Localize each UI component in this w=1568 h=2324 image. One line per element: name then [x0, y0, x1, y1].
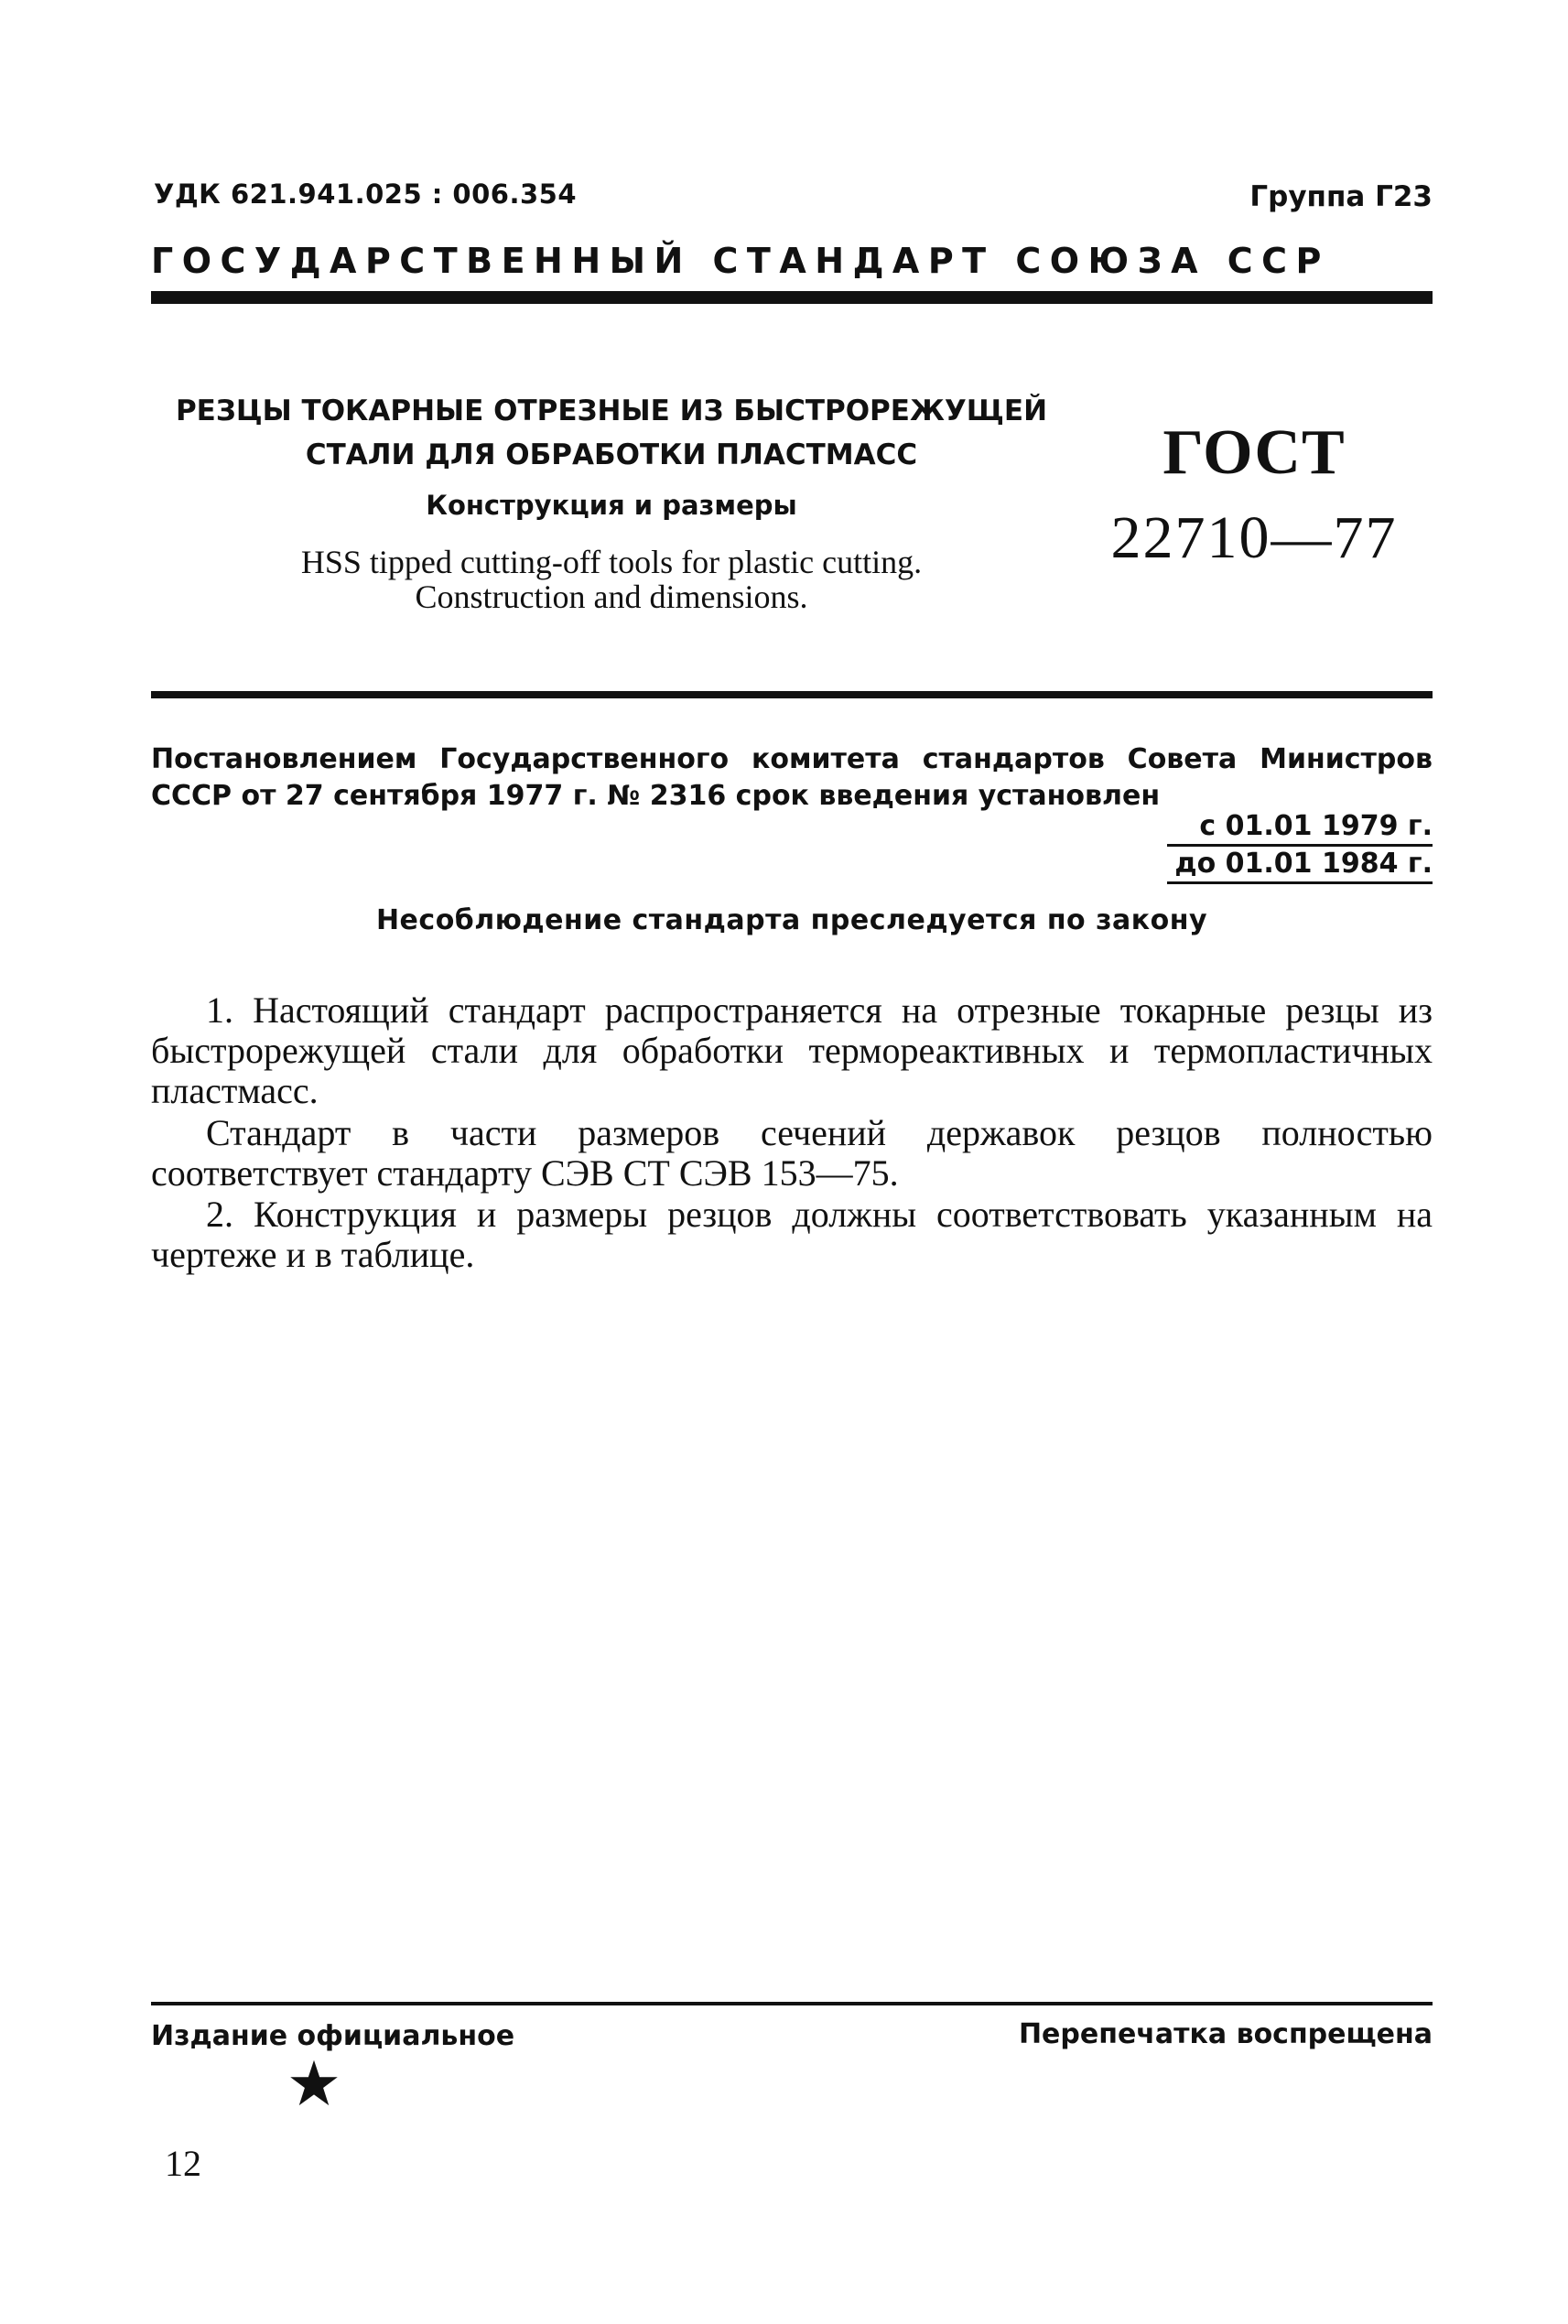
gost-label: ГОСТ	[1162, 417, 1346, 488]
reprint-notice: Перепечатка воспрещена	[1018, 2018, 1433, 2050]
footer-rule	[151, 2002, 1433, 2005]
body-paragraph-2: Стандарт в части размеров сечений державок резцов полностью соответствует стандарту СЭВ СТ СЭВ 153—75.	[151, 1112, 1433, 1194]
page-number: 12	[165, 2143, 201, 2184]
title-rule	[151, 691, 1433, 698]
official-edition-label: Издание официальное	[151, 2020, 515, 2052]
gost-number: 22710—77	[1110, 504, 1398, 571]
document-title-en: HSS tipped cutting-off tools for plastic cutting. Construction and dimensions.	[300, 544, 923, 615]
star-icon	[288, 2058, 340, 2109]
effective-date-from: с 01.01 1979 г.	[1167, 810, 1433, 847]
document-title-ru: РЕЗЦЫ ТОКАРНЫЕ ОТРЕЗНЫЕ ИЗ БЫСТРОРЕЖУЩЕЙ СТАЛИ ДЛЯ ОБРАБОТКИ ПЛАСТМАСС	[175, 395, 1048, 471]
state-standard-heading: ГОСУДАРСТВЕННЫЙ СТАНДАРТ СОЮЗА ССР	[151, 241, 1330, 281]
decree-line-2: СССР от 27 сентября 1977 г. № 2316 срок введения установлен	[151, 780, 1161, 812]
udk-code: УДК 621.941.025 : 006.354	[154, 178, 577, 210]
header-rule	[151, 291, 1433, 304]
body-paragraph-3: 2. Конструкция и размеры резцов должны соответствовать указанным на чертеже и в таблице.	[151, 1194, 1433, 1275]
body-paragraph-1: 1. Настоящий стандарт распространяется на отрезные токарные резцы из быстрорежущей стали для обработки термореактивных и термопластичных пластмасс.	[151, 989, 1433, 1111]
document-subtitle-ru: Конструкция и размеры	[426, 490, 797, 521]
group-code: Группа Г23	[1249, 180, 1433, 213]
law-notice: Несоблюдение стандарта преследуется по закону	[375, 904, 1208, 936]
decree-line-1: Постановлением Государственного комитета стандартов Совета Министров	[151, 743, 1433, 775]
effective-date-to: до 01.01 1984 г.	[1167, 848, 1433, 884]
